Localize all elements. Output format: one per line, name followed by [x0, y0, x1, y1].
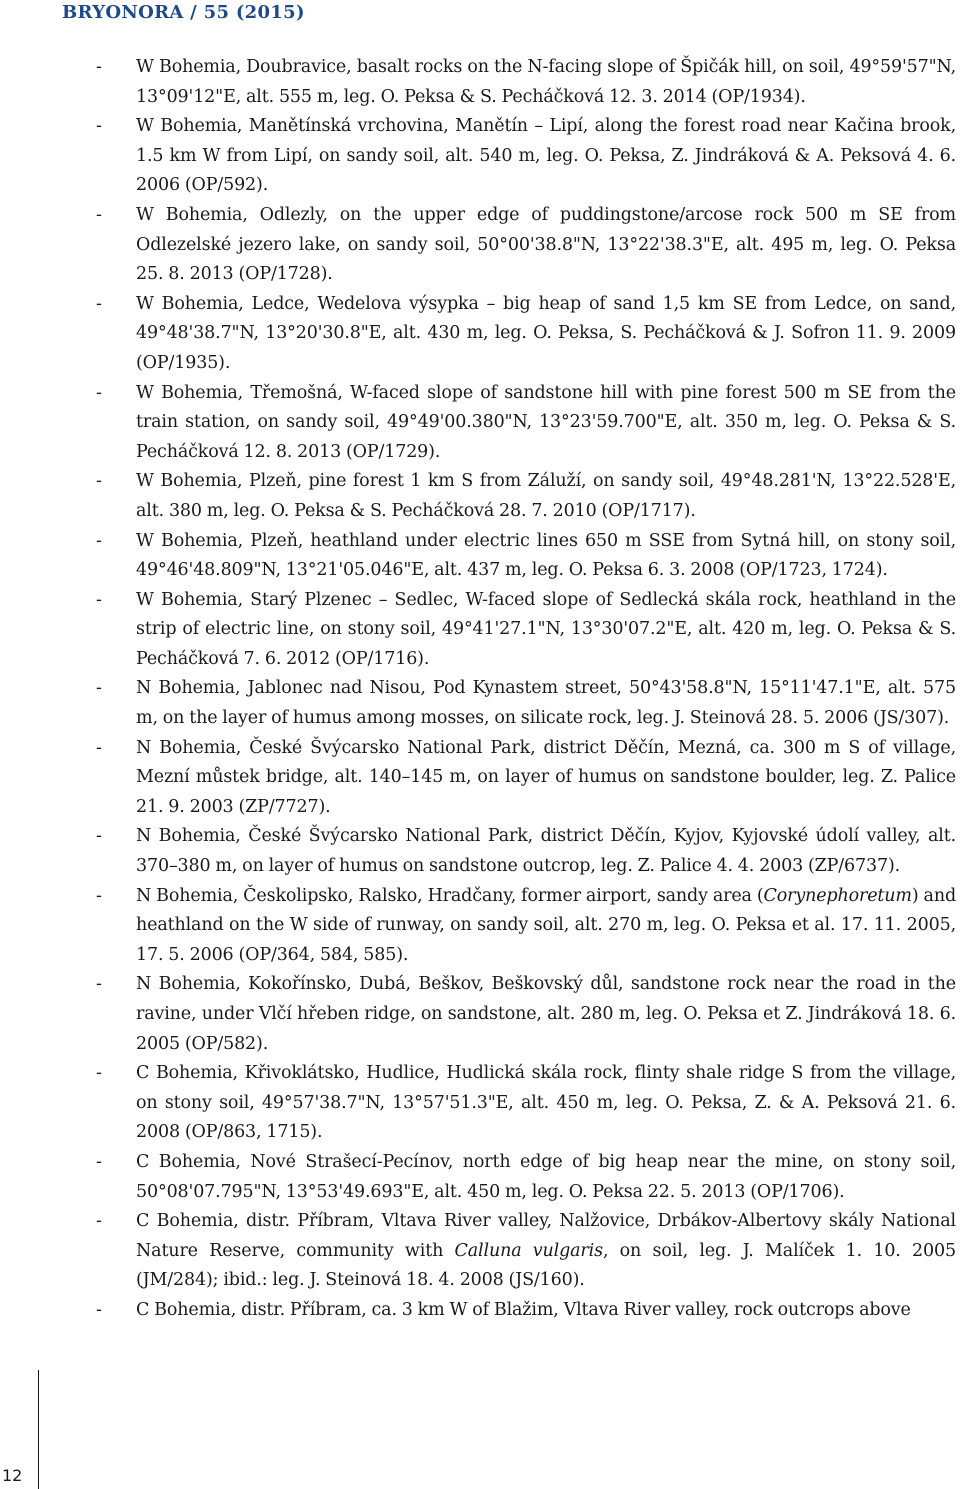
list-dash: - [96, 1211, 102, 1232]
locality-record [92, 1059, 956, 1148]
list-dash: - [96, 293, 102, 314]
record-text: N Bohemia, České Švýcarsko National Park, district Děčín, Kyjov, Kyjovské údolí valley, alt. 370–380 m, on layer of humus on sandstone outcrop, leg. Z. Palice 4. 4. 2003 (ZP/6737). [136, 826, 956, 877]
list-dash: - [96, 116, 102, 137]
record-text: , on soil, leg. J. Malíček 1. 10. 2005 (JM/284); ibid.: leg. J. Steinová 18. 4. 2008 (JS/160). [136, 1240, 956, 1291]
margin-rule [38, 1370, 39, 1489]
list-dash: - [96, 678, 102, 699]
locality-record [92, 201, 956, 290]
record-text: W Bohemia, Odlezly, on the upper edge of puddingstone/arcose rock 500 m SE from Odlezelské jezero lake, on sandy soil, 50°00'38.8"N, 13°22'38.3"E, alt. 495 m, leg. O. Peksa 25. 8. 2013 (OP/1728). [136, 204, 956, 285]
running-head: BRYONORA / 55 (2015) [62, 2, 305, 23]
record-text: W Bohemia, Manětínská vrchovina, Manětín – Lipí, along the forest road near Kačina brook, 1.5 km W from Lipí, on sandy soil, alt. 540 m, leg. O. Peksa, Z. Jindráková & A. Peksová 4. 6. 2006 (OP/592). [136, 116, 956, 196]
record-text: C Bohemia, distr. Příbram, Vltava River valley, Nalžovice, Drbákov-Albertovy skály National Nature Reserve, community with [136, 1211, 956, 1261]
list-dash: - [96, 382, 102, 403]
list-dash: - [96, 1151, 102, 1172]
list-dash: - [96, 589, 102, 610]
locality-record [92, 970, 956, 1059]
record-text: C Bohemia, Křivoklátsko, Hudlice, Hudlická skála rock, flinty shale ridge S from the village, on stony soil, 49°57'38.7"N, 13°57'51.3"E, alt. 450 m, leg. O. Peksa, Z. & A. Peksová 21. 6. 2008 (OP/863, 1715). [136, 1063, 956, 1143]
locality-record [92, 734, 956, 823]
list-dash: - [96, 57, 102, 77]
list-dash: - [96, 1063, 102, 1084]
list-dash: - [96, 974, 102, 995]
locality-record [92, 527, 956, 586]
locality-record [92, 882, 956, 971]
locality-record [92, 674, 956, 733]
record-text: C Bohemia, distr. Příbram, ca. 3 km W of Blažim, Vltava River valley, rock outcrops above [136, 1299, 911, 1320]
record-text: W Bohemia, Třemošná, W-faced slope of sandstone hill with pine forest 500 m SE from the train station, on sandy soil, 49°49'00.380"N, 13°23'59.700"E, alt. 350 m, leg. O. Peksa & S. Pecháčková 12. 8. 2013 (OP/1729). [136, 382, 956, 462]
locality-record [92, 586, 956, 675]
list-dash: - [96, 530, 102, 551]
locality-record [92, 1207, 956, 1296]
list-dash: - [96, 471, 102, 492]
record-text: N Bohemia, Českolipsko, Ralsko, Hradčany, former airport, sandy area ( [136, 885, 764, 906]
locality-record [92, 1296, 956, 1326]
record-text: W Bohemia, Doubravice, basalt rocks on the N-facing slope of Špičák hill, on soil, 49°59'57"N, 13°09'12"E, alt. 555 m, leg. O. Peksa & S. Pecháčková 12. 3. 2014 (OP/1934). [136, 57, 956, 107]
record-text: N Bohemia, Jablonec nad Nisou, Pod Kynastem street, 50°43'58.8"N, 15°11'47.1"E, alt. 575 m, on the layer of humus among mosses, on silicate rock, leg. J. Steinová 28. 5. 2006 (JS/307). [136, 678, 956, 729]
locality-record [92, 112, 956, 201]
locality-record [92, 467, 956, 526]
locality-record [92, 1148, 956, 1207]
list-dash: - [96, 737, 102, 758]
list-dash: - [96, 1299, 102, 1320]
list-dash: - [96, 204, 102, 225]
locality-record [92, 379, 956, 468]
page-number: 12 [2, 1466, 23, 1485]
list-dash: - [96, 885, 102, 906]
record-text: W Bohemia, Ledce, Wedelova výsypka – big heap of sand 1,5 km SE from Ledce, on sand, 49°48'38.7"N, 13°20'30.8"E, alt. 430 m, leg. O. Peksa, S. Pecháčková & J. Sofron 11. 9. 2009 (OP/1935). [136, 293, 956, 373]
record-text: N Bohemia, Kokořínsko, Dubá, Beškov, Beškovský důl, sandstone rock near the road in the ravine, under Vlčí hřeben ridge, on sandstone, alt. 280 m, leg. O. Peksa et Z. Jindráková 18. 6. 2005 (OP/582). [136, 974, 956, 1054]
taxon-name: Calluna vulgaris [454, 1240, 603, 1261]
locality-record [92, 290, 956, 379]
locality-record [92, 822, 956, 881]
record-text: C Bohemia, Nové Strašecí-Pecínov, north edge of big heap near the mine, on stony soil, 50°08'07.795"N, 13°53'49.693"E, alt. 450 m, leg. O. Peksa 22. 5. 2013 (OP/1706). [136, 1151, 956, 1202]
record-text: W Bohemia, Plzeň, heathland under electric lines 650 m SSE from Sytná hill, on stony soil, 49°46'48.809"N, 13°21'05.046"E, alt. 437 m, leg. O. Peksa 6. 3. 2008 (OP/1723, 1724). [136, 530, 956, 581]
locality-record [92, 53, 956, 112]
record-text: N Bohemia, České Švýcarsko National Park, district Děčín, Mezná, ca. 300 m S of village, Mezní můstek bridge, alt. 140–145 m, on layer of humus on sandstone boulder, leg. Z. Palice 21. 9. 2003 (ZP/7727). [136, 737, 956, 817]
record-text: W Bohemia, Starý Plzenec – Sedlec, W-faced slope of Sedlecká skála rock, heathland in the strip of electric line, on stony soil, 49°41'27.1"N, 13°30'07.2"E, alt. 420 m, leg. O. Peksa & S. Pecháčková 7. 6. 2012 (OP/1716). [136, 589, 956, 669]
record-text: ) and heathland on the W side of runway, on sandy soil, alt. 270 m, leg. O. Peksa et al. 17. 11. 2005, 17. 5. 2006 (OP/364, 584, 585). [136, 885, 956, 965]
taxon-name: Corynephoretum [763, 885, 912, 906]
list-dash: - [96, 826, 102, 847]
record-text: W Bohemia, Plzeň, pine forest 1 km S from Záluží, on sandy soil, 49°48.281'N, 13°22.528'E, alt. 380 m, leg. O. Peksa & S. Pecháčková 28. 7. 2010 (OP/1717). [136, 471, 956, 521]
locality-list [92, 53, 956, 1326]
